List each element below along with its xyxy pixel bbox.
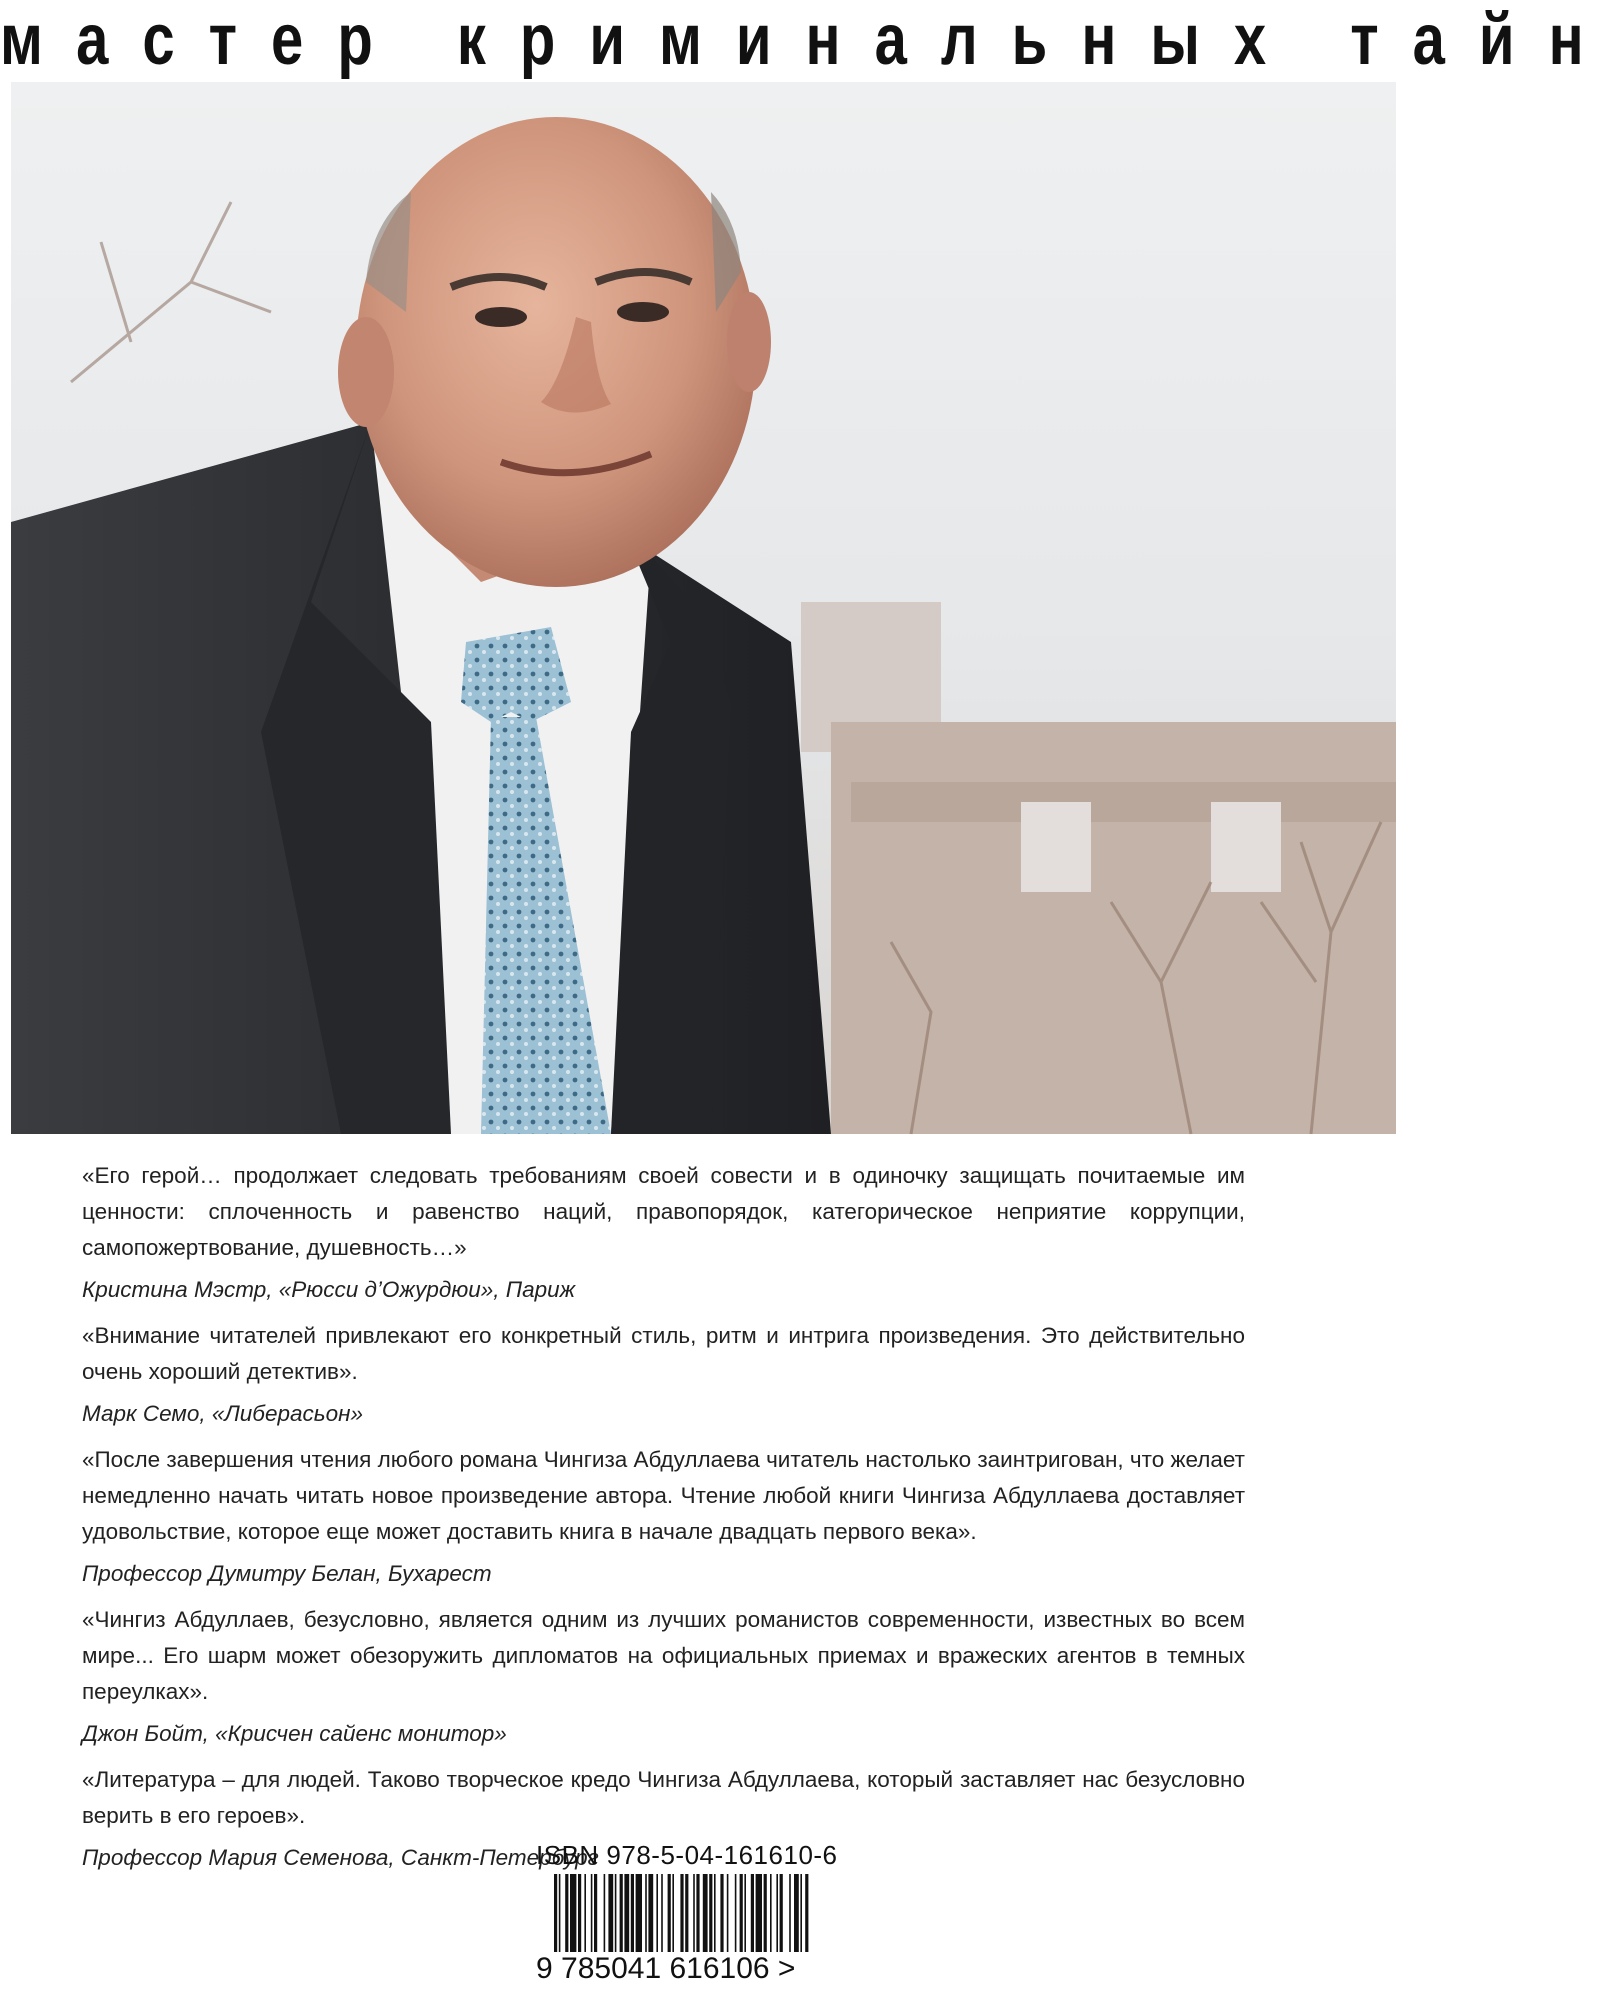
review-source: Джон Бойт, «Крисчен сайенс монитор» bbox=[82, 1721, 507, 1746]
series-title: мастер криминальных тайн bbox=[0, 0, 1618, 80]
barcode-bar bbox=[565, 1874, 568, 1952]
review-source: Марк Семо, «Либерасьон» bbox=[82, 1401, 363, 1426]
review-quote: «Литература – для людей. Таково творческое кредо Чингиза Абдуллаева, который заставляет нас безусловно верить в его героев». bbox=[82, 1767, 1245, 1828]
barcode-bar bbox=[578, 1874, 581, 1952]
author-photo bbox=[11, 82, 1396, 1134]
review-quote: «Чингиз Абдуллаев, безусловно, является одним из лучших романистов современности, известных во всем мире... Его шарм может обезоружить дипломатов на официальных приемах и вражеских агентов в темных переулках». bbox=[82, 1607, 1245, 1704]
barcode-bar bbox=[620, 1874, 623, 1952]
barcode-bar bbox=[789, 1874, 791, 1952]
barcode-bar bbox=[780, 1874, 783, 1952]
isbn-digits: 9 785041 616106 > bbox=[536, 1952, 796, 1985]
barcode-bar bbox=[751, 1874, 754, 1952]
barcode-bar bbox=[693, 1874, 695, 1952]
barcode-bar bbox=[631, 1874, 634, 1952]
barcode-bar bbox=[645, 1874, 647, 1952]
barcode-bar bbox=[709, 1874, 712, 1952]
barcode-bar bbox=[672, 1874, 674, 1952]
barcode-bar bbox=[570, 1874, 576, 1952]
barcode-bar bbox=[648, 1874, 653, 1952]
barcode-bar bbox=[680, 1874, 683, 1952]
barcode-bar bbox=[624, 1874, 629, 1952]
barcode-bar bbox=[685, 1874, 688, 1952]
barcode-bar bbox=[656, 1874, 658, 1952]
barcode-bar bbox=[770, 1874, 772, 1952]
barcode-bar bbox=[636, 1874, 642, 1952]
barcode-bar bbox=[668, 1874, 671, 1952]
barcode-bar bbox=[696, 1874, 699, 1952]
barcode-bar bbox=[800, 1874, 802, 1952]
isbn-label: ISBN 978-5-04-161610-6 bbox=[536, 1840, 838, 1870]
review-source: Профессор Думитру Белан, Бухарест bbox=[82, 1561, 492, 1586]
barcode-bar bbox=[735, 1874, 737, 1952]
barcode-bar bbox=[608, 1874, 613, 1952]
barcode-icon bbox=[536, 1874, 826, 1954]
barcode-bar bbox=[661, 1874, 663, 1952]
barcode-bar bbox=[776, 1874, 778, 1952]
barcode-bar bbox=[794, 1874, 799, 1952]
barcode-bar bbox=[764, 1874, 767, 1952]
barcode-bar bbox=[604, 1874, 606, 1952]
barcode-bar bbox=[591, 1874, 593, 1952]
barcode-bar bbox=[594, 1874, 597, 1952]
author-portrait-illustration bbox=[11, 82, 1396, 1134]
barcode-bar bbox=[559, 1874, 561, 1952]
barcode-bar bbox=[584, 1874, 586, 1952]
isbn-block bbox=[536, 1840, 838, 2000]
barcode-bar bbox=[714, 1874, 716, 1952]
barcode-bar bbox=[720, 1874, 723, 1952]
barcode-bar bbox=[615, 1874, 617, 1952]
barcode-bar bbox=[756, 1874, 762, 1952]
review-source: Профессор Мария Семенова, Санкт-Петербург bbox=[82, 1845, 599, 1870]
barcode-bar bbox=[744, 1874, 746, 1952]
barcode-bar bbox=[740, 1874, 743, 1952]
reviews-section bbox=[82, 1158, 1245, 1886]
barcode-bar bbox=[554, 1874, 557, 1952]
review-quote: «Внимание читателей привлекают его конкретный стиль, ритм и интрига произведения. Это действительно очень хороший детектив». bbox=[82, 1323, 1245, 1384]
barcode-bar bbox=[703, 1874, 708, 1952]
review-source: Кристина Мэстр, «Рюсси д’Ожурдюи», Париж bbox=[82, 1277, 576, 1302]
review-quote: «После завершения чтения любого романа Чингиза Абдуллаева читатель настолько заинтригован, что желает немедленно начать читать новое произведение автора. Чтение любой книги Чингиза Абдуллаева доставляет удовольствие, которое еще может доставить книга в начале двадцать первого века». bbox=[82, 1447, 1245, 1544]
barcode-bar bbox=[727, 1874, 729, 1952]
barcode-bar bbox=[805, 1874, 808, 1952]
review-quote: «Его герой… продолжает следовать требованиям своей совести и в одиночку защищать почитаемые им ценности: сплоченность и равенство наций, правопорядок, категорическое неприятие коррупции, самопожертвование, душевность…» bbox=[82, 1163, 1245, 1260]
